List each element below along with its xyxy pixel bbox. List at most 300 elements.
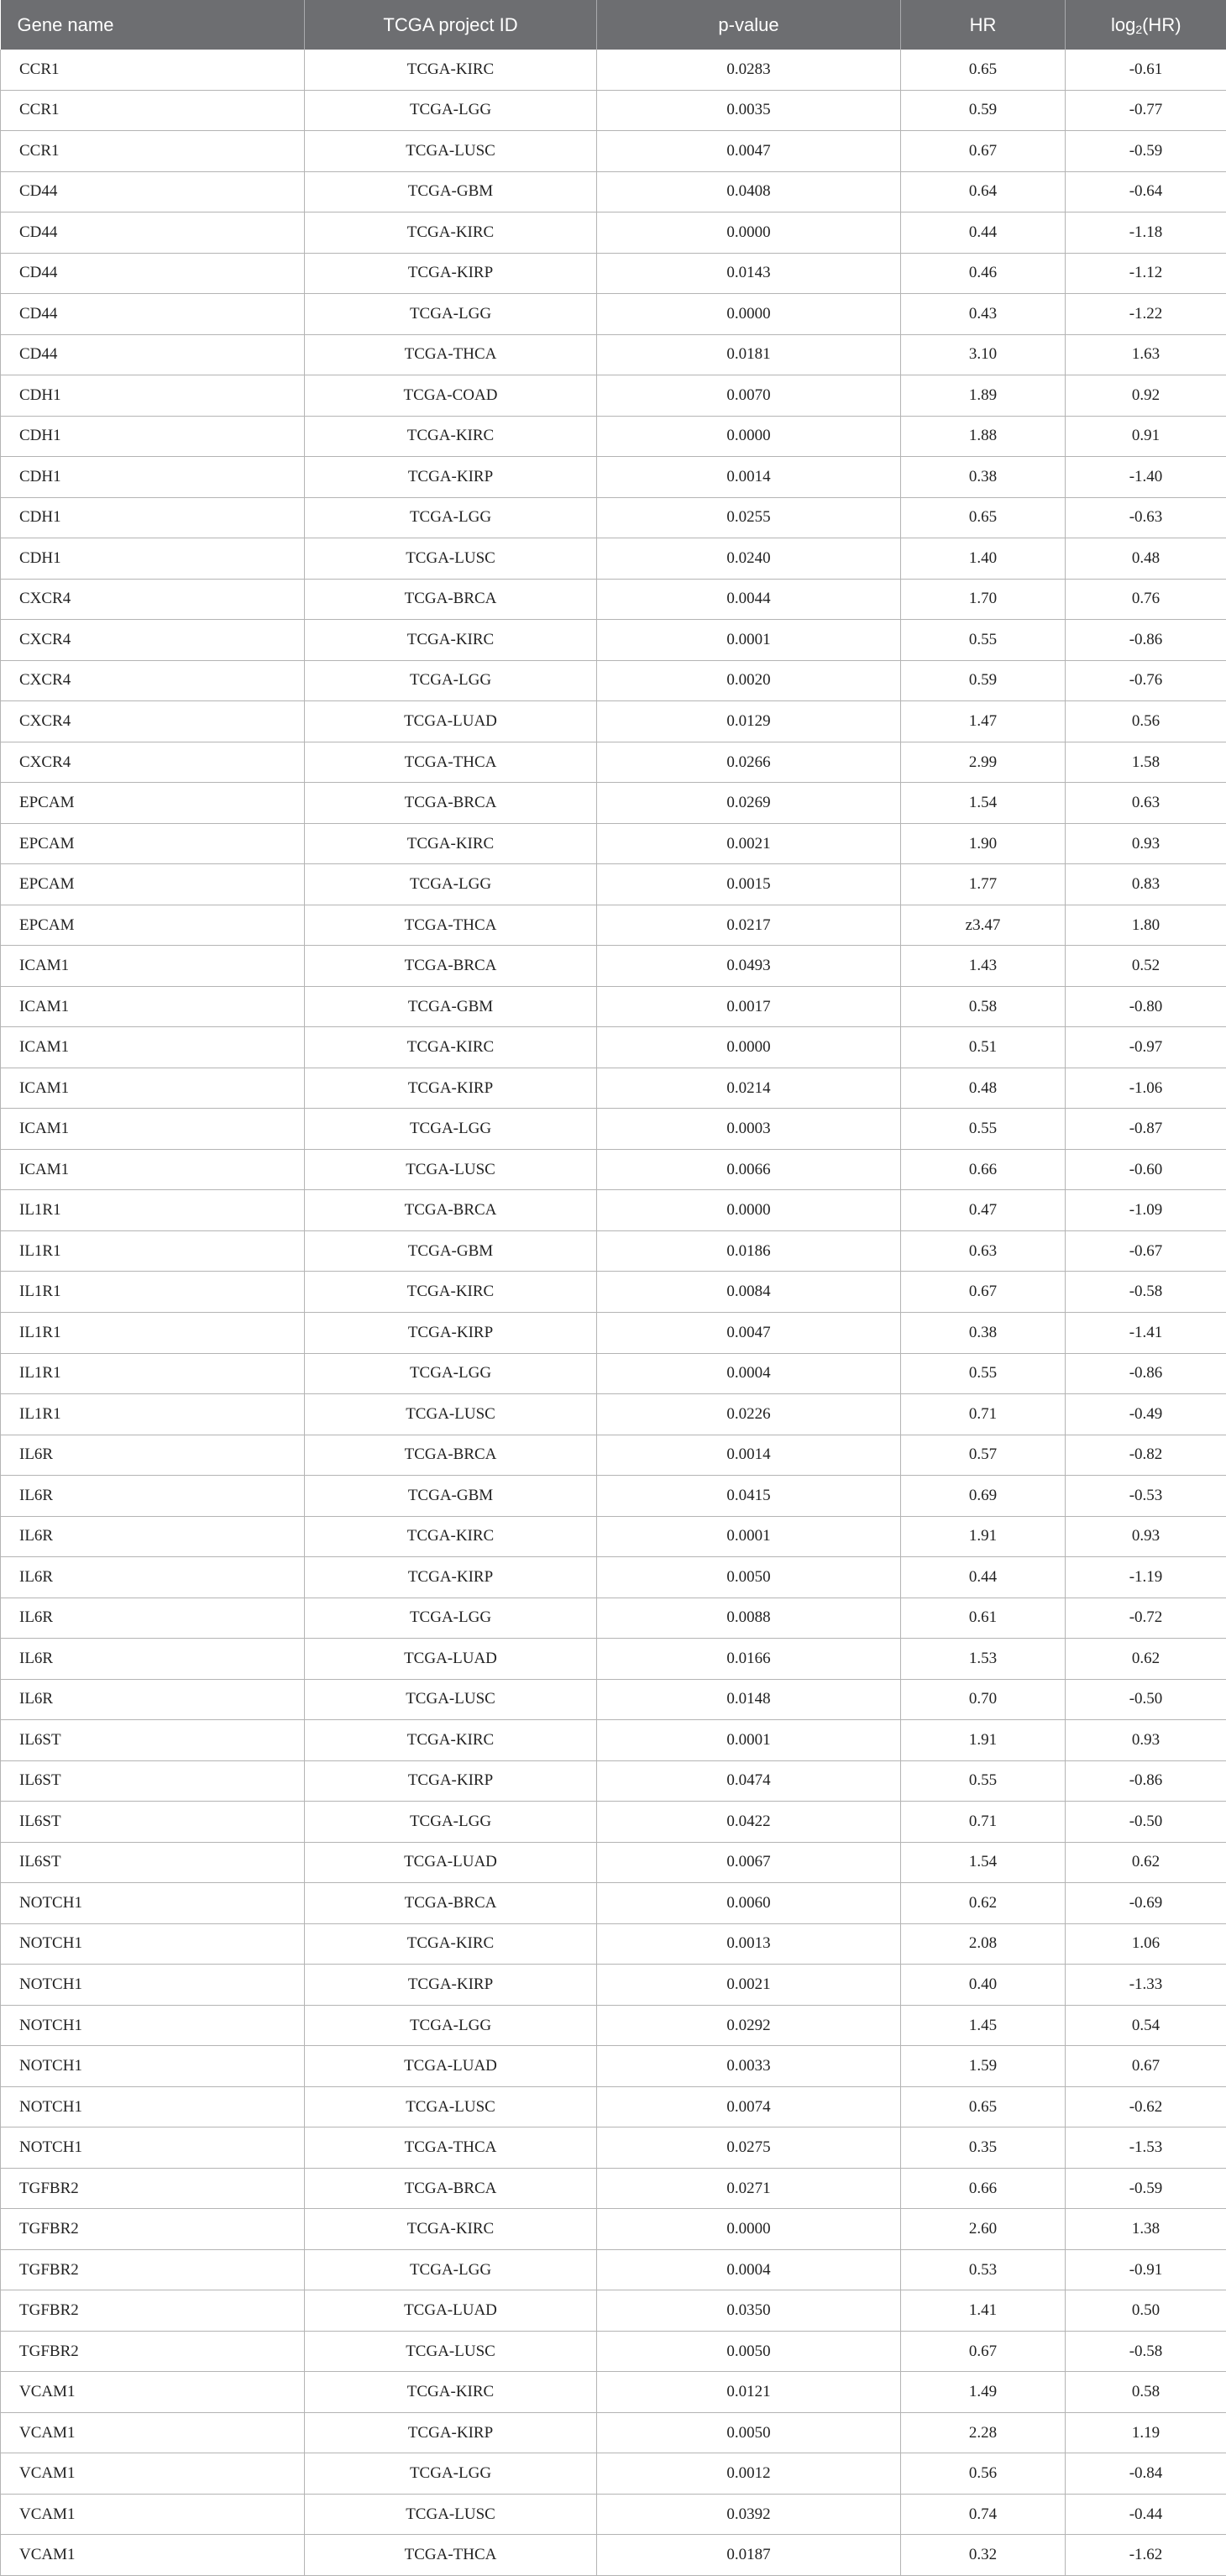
cell-p-value: 0.0392: [597, 2494, 901, 2535]
cell-p-value: 0.0047: [597, 1312, 901, 1353]
cell-p-value: 0.0226: [597, 1394, 901, 1435]
cell-gene-name: IL6R: [1, 1476, 305, 1517]
cell-log2-hr: -0.97: [1066, 1027, 1226, 1068]
cell-project-id: TCGA-BRCA: [305, 579, 597, 620]
cell-project-id: TCGA-THCA: [305, 742, 597, 783]
table-row: [1, 334, 1226, 375]
cell-gene-name: IL6ST: [1, 1760, 305, 1802]
cell-p-value: 0.0000: [597, 416, 901, 457]
cell-hr: 0.48: [901, 1068, 1066, 1109]
table-row: [1, 171, 1226, 212]
cell-gene-name: IL6ST: [1, 1802, 305, 1843]
cell-log2-hr: 0.93: [1066, 1720, 1226, 1761]
cell-p-value: 0.0067: [597, 1842, 901, 1883]
table-row: [1, 416, 1226, 457]
cell-hr: 2.08: [901, 1923, 1066, 1965]
cell-p-value: 0.0021: [597, 823, 901, 864]
cell-gene-name: CDH1: [1, 375, 305, 417]
cell-hr: 0.70: [901, 1679, 1066, 1720]
cell-log2-hr: -0.61: [1066, 50, 1226, 90]
table-body: [1, 50, 1226, 2575]
cell-hr: 0.59: [901, 90, 1066, 131]
cell-p-value: 0.0187: [597, 2535, 901, 2576]
table-row: [1, 2249, 1226, 2290]
cell-project-id: TCGA-BRCA: [305, 783, 597, 824]
cell-hr: 1.49: [901, 2372, 1066, 2413]
table-row: [1, 1842, 1226, 1883]
cell-project-id: TCGA-GBM: [305, 1230, 597, 1272]
cell-project-id: TCGA-THCA: [305, 2127, 597, 2169]
cell-project-id: TCGA-KIRC: [305, 1516, 597, 1557]
cell-project-id: TCGA-LUSC: [305, 1394, 597, 1435]
cell-hr: 0.65: [901, 2086, 1066, 2127]
cell-project-id: TCGA-LGG: [305, 1802, 597, 1843]
cell-log2-hr: -1.12: [1066, 253, 1226, 294]
cell-project-id: TCGA-LGG: [305, 1353, 597, 1394]
cell-hr: 1.91: [901, 1516, 1066, 1557]
cell-hr: 1.41: [901, 2290, 1066, 2332]
cell-log2-hr: -0.86: [1066, 1353, 1226, 1394]
cell-hr: 0.71: [901, 1394, 1066, 1435]
table-row: [1, 1190, 1226, 1231]
cell-log2-hr: -1.22: [1066, 294, 1226, 335]
cell-gene-name: IL6R: [1, 1435, 305, 1476]
cell-project-id: TCGA-LGG: [305, 1109, 597, 1150]
cell-p-value: 0.0001: [597, 1720, 901, 1761]
cell-log2-hr: 0.58: [1066, 2372, 1226, 2413]
cell-hr: 0.61: [901, 1598, 1066, 1639]
cell-project-id: TCGA-LUSC: [305, 1679, 597, 1720]
table-row: [1, 701, 1226, 742]
cell-hr: 3.10: [901, 334, 1066, 375]
cell-p-value: 0.0001: [597, 1516, 901, 1557]
cell-project-id: TCGA-LGG: [305, 2249, 597, 2290]
cell-p-value: 0.0269: [597, 783, 901, 824]
cell-project-id: TCGA-LGG: [305, 660, 597, 701]
cell-log2-hr: 1.38: [1066, 2209, 1226, 2250]
header-gene-name: Gene name: [1, 0, 305, 50]
cell-project-id: TCGA-LUSC: [305, 131, 597, 172]
cell-log2-hr: 0.93: [1066, 823, 1226, 864]
cell-log2-hr: -1.09: [1066, 1190, 1226, 1231]
header-project-id: TCGA project ID: [305, 0, 597, 50]
cell-log2-hr: 0.52: [1066, 946, 1226, 987]
cell-log2-hr: -0.59: [1066, 131, 1226, 172]
cell-gene-name: ICAM1: [1, 986, 305, 1027]
cell-gene-name: IL6R: [1, 1557, 305, 1598]
cell-p-value: 0.0033: [597, 2046, 901, 2087]
cell-p-value: 0.0148: [597, 1679, 901, 1720]
cell-gene-name: CCR1: [1, 50, 305, 90]
cell-gene-name: VCAM1: [1, 2372, 305, 2413]
cell-project-id: TCGA-THCA: [305, 2535, 597, 2576]
cell-hr: 0.69: [901, 1476, 1066, 1517]
cell-p-value: 0.0143: [597, 253, 901, 294]
cell-gene-name: VCAM1: [1, 2494, 305, 2535]
cell-project-id: TCGA-KIRC: [305, 1027, 597, 1068]
cell-gene-name: CXCR4: [1, 701, 305, 742]
table-row: [1, 2535, 1226, 2576]
cell-log2-hr: -0.76: [1066, 660, 1226, 701]
cell-log2-hr: 0.56: [1066, 701, 1226, 742]
cell-p-value: 0.0074: [597, 2086, 901, 2127]
cell-p-value: 0.0050: [597, 1557, 901, 1598]
cell-p-value: 0.0350: [597, 2290, 901, 2332]
cell-project-id: TCGA-KIRC: [305, 212, 597, 254]
table-row: [1, 2168, 1226, 2209]
table-row: [1, 742, 1226, 783]
cell-gene-name: TGFBR2: [1, 2209, 305, 2250]
cell-hr: 0.40: [901, 1965, 1066, 2006]
cell-hr: 0.38: [901, 457, 1066, 498]
cell-p-value: 0.0121: [597, 2372, 901, 2413]
table-row: [1, 2005, 1226, 2046]
cell-log2-hr: 0.83: [1066, 864, 1226, 905]
cell-log2-hr: 1.63: [1066, 334, 1226, 375]
cell-log2-hr: -0.77: [1066, 90, 1226, 131]
cell-p-value: 0.0266: [597, 742, 901, 783]
cell-project-id: TCGA-KIRC: [305, 2372, 597, 2413]
cell-p-value: 0.0000: [597, 294, 901, 335]
cell-p-value: 0.0000: [597, 2209, 901, 2250]
cell-gene-name: NOTCH1: [1, 2046, 305, 2087]
cell-log2-hr: -1.19: [1066, 1557, 1226, 1598]
cell-project-id: TCGA-BRCA: [305, 1435, 597, 1476]
cell-project-id: TCGA-KIRC: [305, 2209, 597, 2250]
table-row: [1, 253, 1226, 294]
cell-p-value: 0.0070: [597, 375, 901, 417]
cell-gene-name: CD44: [1, 171, 305, 212]
cell-hr: 1.54: [901, 783, 1066, 824]
table-row: [1, 1068, 1226, 1109]
cell-log2-hr: -1.18: [1066, 212, 1226, 254]
cell-p-value: 0.0166: [597, 1639, 901, 1680]
table-row: [1, 579, 1226, 620]
cell-hr: 0.57: [901, 1435, 1066, 1476]
cell-hr: 1.70: [901, 579, 1066, 620]
cell-log2-hr: -1.62: [1066, 2535, 1226, 2576]
table-row: [1, 986, 1226, 1027]
cell-p-value: 0.0271: [597, 2168, 901, 2209]
cell-gene-name: EPCAM: [1, 864, 305, 905]
cell-log2-hr: 1.58: [1066, 742, 1226, 783]
table-row: [1, 1883, 1226, 1924]
cell-project-id: TCGA-LGG: [305, 497, 597, 538]
cell-project-id: TCGA-BRCA: [305, 2168, 597, 2209]
cell-gene-name: CCR1: [1, 131, 305, 172]
table-row: [1, 1109, 1226, 1150]
cell-project-id: TCGA-KIRP: [305, 2412, 597, 2453]
cell-p-value: 0.0275: [597, 2127, 901, 2169]
cell-gene-name: CXCR4: [1, 579, 305, 620]
cell-gene-name: CXCR4: [1, 742, 305, 783]
table-row: [1, 375, 1226, 417]
cell-project-id: TCGA-LUAD: [305, 1639, 597, 1680]
table-row: [1, 1720, 1226, 1761]
cell-gene-name: EPCAM: [1, 905, 305, 946]
cell-log2-hr: 0.48: [1066, 538, 1226, 580]
cell-project-id: TCGA-KIRC: [305, 1923, 597, 1965]
cell-gene-name: CCR1: [1, 90, 305, 131]
cell-log2-hr: 0.67: [1066, 2046, 1226, 2087]
cell-hr: 0.55: [901, 620, 1066, 661]
cell-log2-hr: -0.69: [1066, 1883, 1226, 1924]
cell-log2-hr: -0.53: [1066, 1476, 1226, 1517]
table-row: [1, 946, 1226, 987]
cell-p-value: 0.0035: [597, 90, 901, 131]
cell-log2-hr: -0.86: [1066, 620, 1226, 661]
table-row: [1, 1598, 1226, 1639]
cell-hr: 0.56: [901, 2453, 1066, 2495]
cell-log2-hr: 1.06: [1066, 1923, 1226, 1965]
cell-gene-name: CD44: [1, 294, 305, 335]
table-row: [1, 1965, 1226, 2006]
cell-project-id: TCGA-THCA: [305, 334, 597, 375]
table-row: [1, 1149, 1226, 1190]
cell-p-value: 0.0000: [597, 1027, 901, 1068]
cell-hr: 0.38: [901, 1312, 1066, 1353]
cell-hr: 1.53: [901, 1639, 1066, 1680]
cell-project-id: TCGA-KIRC: [305, 1272, 597, 1313]
cell-log2-hr: -0.63: [1066, 497, 1226, 538]
cell-p-value: 0.0012: [597, 2453, 901, 2495]
cell-p-value: 0.0003: [597, 1109, 901, 1150]
cell-log2-hr: -0.82: [1066, 1435, 1226, 1476]
cell-project-id: TCGA-KIRC: [305, 50, 597, 90]
cell-p-value: 0.0084: [597, 1272, 901, 1313]
table-row: [1, 1760, 1226, 1802]
cell-hr: 0.55: [901, 1109, 1066, 1150]
cell-log2-hr: -1.41: [1066, 1312, 1226, 1353]
cell-p-value: 0.0050: [597, 2412, 901, 2453]
cell-gene-name: IL6R: [1, 1679, 305, 1720]
table-row: [1, 2331, 1226, 2372]
cell-log2-hr: -1.33: [1066, 1965, 1226, 2006]
cell-p-value: 0.0474: [597, 1760, 901, 1802]
cell-gene-name: TGFBR2: [1, 2168, 305, 2209]
cell-hr: 0.55: [901, 1760, 1066, 1802]
cell-project-id: TCGA-COAD: [305, 375, 597, 417]
table-row: [1, 1230, 1226, 1272]
cell-p-value: 0.0408: [597, 171, 901, 212]
cell-gene-name: VCAM1: [1, 2453, 305, 2495]
table-row: [1, 2494, 1226, 2535]
cell-project-id: TCGA-GBM: [305, 986, 597, 1027]
cell-p-value: 0.0014: [597, 457, 901, 498]
cell-p-value: 0.0283: [597, 50, 901, 90]
cell-gene-name: ICAM1: [1, 946, 305, 987]
cell-log2-hr: 0.93: [1066, 1516, 1226, 1557]
cell-hr: 1.54: [901, 1842, 1066, 1883]
cell-project-id: TCGA-LGG: [305, 864, 597, 905]
cell-project-id: TCGA-KIRP: [305, 1312, 597, 1353]
cell-hr: 2.60: [901, 2209, 1066, 2250]
cell-gene-name: VCAM1: [1, 2412, 305, 2453]
cell-log2-hr: -0.44: [1066, 2494, 1226, 2535]
cell-gene-name: CD44: [1, 334, 305, 375]
cell-hr: 0.67: [901, 1272, 1066, 1313]
cell-hr: 1.40: [901, 538, 1066, 580]
cell-hr: 0.32: [901, 2535, 1066, 2576]
header-log2-hr: [1066, 0, 1226, 50]
table-row: [1, 457, 1226, 498]
cell-p-value: 0.0000: [597, 1190, 901, 1231]
cell-project-id: TCGA-KIRC: [305, 1720, 597, 1761]
cell-project-id: TCGA-KIRC: [305, 823, 597, 864]
cell-log2-hr: 0.92: [1066, 375, 1226, 417]
cell-project-id: TCGA-THCA: [305, 905, 597, 946]
cell-project-id: TCGA-KIRC: [305, 416, 597, 457]
cell-hr: 0.66: [901, 2168, 1066, 2209]
table-row: [1, 620, 1226, 661]
cell-log2-hr: -0.80: [1066, 986, 1226, 1027]
cell-gene-name: NOTCH1: [1, 2127, 305, 2169]
cell-gene-name: EPCAM: [1, 783, 305, 824]
cell-project-id: TCGA-KIRP: [305, 1557, 597, 1598]
table-row: [1, 1312, 1226, 1353]
cell-gene-name: ICAM1: [1, 1149, 305, 1190]
header-log-suffix: (HR): [1142, 14, 1181, 35]
table-row: [1, 1679, 1226, 1720]
table-row: [1, 1639, 1226, 1680]
cell-gene-name: IL6R: [1, 1598, 305, 1639]
cell-hr: 0.74: [901, 2494, 1066, 2535]
cell-log2-hr: 0.63: [1066, 783, 1226, 824]
table-row: [1, 1394, 1226, 1435]
cell-project-id: TCGA-LGG: [305, 2005, 597, 2046]
cell-hr: 0.58: [901, 986, 1066, 1027]
cell-p-value: 0.0044: [597, 579, 901, 620]
cell-hr: 0.46: [901, 253, 1066, 294]
table-row: [1, 1923, 1226, 1965]
cell-hr: 0.67: [901, 131, 1066, 172]
cell-gene-name: CD44: [1, 212, 305, 254]
cell-hr: 0.67: [901, 2331, 1066, 2372]
cell-hr: 0.65: [901, 50, 1066, 90]
cell-hr: 0.64: [901, 171, 1066, 212]
cell-project-id: TCGA-LUSC: [305, 2331, 597, 2372]
cell-hr: 1.45: [901, 2005, 1066, 2046]
cell-log2-hr: -0.67: [1066, 1230, 1226, 1272]
cell-hr: 1.47: [901, 701, 1066, 742]
cell-log2-hr: -0.87: [1066, 1109, 1226, 1150]
cell-gene-name: CDH1: [1, 416, 305, 457]
cell-p-value: 0.0415: [597, 1476, 901, 1517]
cell-log2-hr: 0.62: [1066, 1842, 1226, 1883]
cell-gene-name: IL1R1: [1, 1394, 305, 1435]
cell-p-value: 0.0047: [597, 131, 901, 172]
cell-p-value: 0.0493: [597, 946, 901, 987]
cell-gene-name: IL1R1: [1, 1353, 305, 1394]
table-row: [1, 1476, 1226, 1517]
table-row: [1, 823, 1226, 864]
cell-project-id: TCGA-LGG: [305, 1598, 597, 1639]
cell-project-id: TCGA-BRCA: [305, 1190, 597, 1231]
cell-hr: 0.66: [901, 1149, 1066, 1190]
cell-log2-hr: -0.84: [1066, 2453, 1226, 2495]
cell-project-id: TCGA-GBM: [305, 1476, 597, 1517]
header-log-subscript: 2: [1135, 23, 1142, 36]
cell-gene-name: TGFBR2: [1, 2249, 305, 2290]
cell-gene-name: IL6R: [1, 1639, 305, 1680]
cell-log2-hr: 0.50: [1066, 2290, 1226, 2332]
header-hr: HR: [901, 0, 1066, 50]
cell-log2-hr: -0.58: [1066, 2331, 1226, 2372]
cell-hr: 1.43: [901, 946, 1066, 987]
cell-log2-hr: -0.64: [1066, 171, 1226, 212]
cell-p-value: 0.0129: [597, 701, 901, 742]
cell-project-id: TCGA-LUAD: [305, 1842, 597, 1883]
cell-project-id: TCGA-KIRP: [305, 253, 597, 294]
cell-hr: 0.65: [901, 497, 1066, 538]
table-row: [1, 212, 1226, 254]
cell-p-value: 0.0015: [597, 864, 901, 905]
cell-project-id: TCGA-LUAD: [305, 2290, 597, 2332]
cell-gene-name: CDH1: [1, 457, 305, 498]
table-row: [1, 1516, 1226, 1557]
cell-p-value: 0.0050: [597, 2331, 901, 2372]
table-row: [1, 1027, 1226, 1068]
cell-project-id: TCGA-BRCA: [305, 946, 597, 987]
cell-log2-hr: -1.53: [1066, 2127, 1226, 2169]
table-row: [1, 2127, 1226, 2169]
cell-hr: 1.91: [901, 1720, 1066, 1761]
cell-project-id: TCGA-BRCA: [305, 1883, 597, 1924]
cell-log2-hr: 0.76: [1066, 579, 1226, 620]
cell-hr: 0.63: [901, 1230, 1066, 1272]
table-row: [1, 2086, 1226, 2127]
table-row: [1, 497, 1226, 538]
table-header: [1, 0, 1226, 50]
cell-hr: 0.51: [901, 1027, 1066, 1068]
table-row: [1, 2412, 1226, 2453]
header-log-prefix: log: [1111, 14, 1135, 35]
cell-gene-name: TGFBR2: [1, 2290, 305, 2332]
cell-p-value: 0.0186: [597, 1230, 901, 1272]
cell-gene-name: CXCR4: [1, 620, 305, 661]
table-row: [1, 90, 1226, 131]
cell-gene-name: CDH1: [1, 497, 305, 538]
cell-log2-hr: 1.80: [1066, 905, 1226, 946]
header-p-value: p-value: [597, 0, 901, 50]
cell-p-value: 0.0060: [597, 1883, 901, 1924]
cell-project-id: TCGA-KIRP: [305, 1965, 597, 2006]
cell-gene-name: VCAM1: [1, 2535, 305, 2576]
cell-hr: 0.43: [901, 294, 1066, 335]
cell-p-value: 0.0013: [597, 1923, 901, 1965]
cell-log2-hr: -0.60: [1066, 1149, 1226, 1190]
cell-p-value: 0.0000: [597, 212, 901, 254]
cell-log2-hr: 1.19: [1066, 2412, 1226, 2453]
cell-gene-name: CD44: [1, 253, 305, 294]
cell-gene-name: ICAM1: [1, 1068, 305, 1109]
cell-log2-hr: -0.49: [1066, 1394, 1226, 1435]
cell-hr: 0.71: [901, 1802, 1066, 1843]
cell-hr: 1.88: [901, 416, 1066, 457]
cell-project-id: TCGA-LUAD: [305, 701, 597, 742]
table-row: [1, 1435, 1226, 1476]
cell-project-id: TCGA-KIRP: [305, 1760, 597, 1802]
cell-project-id: TCGA-LGG: [305, 2453, 597, 2495]
cell-project-id: TCGA-KIRP: [305, 457, 597, 498]
table-row: [1, 50, 1226, 90]
cell-log2-hr: -0.86: [1066, 1760, 1226, 1802]
cell-log2-hr: -0.59: [1066, 2168, 1226, 2209]
cell-p-value: 0.0240: [597, 538, 901, 580]
cell-log2-hr: -0.50: [1066, 1679, 1226, 1720]
cell-gene-name: EPCAM: [1, 823, 305, 864]
cell-hr: 1.77: [901, 864, 1066, 905]
